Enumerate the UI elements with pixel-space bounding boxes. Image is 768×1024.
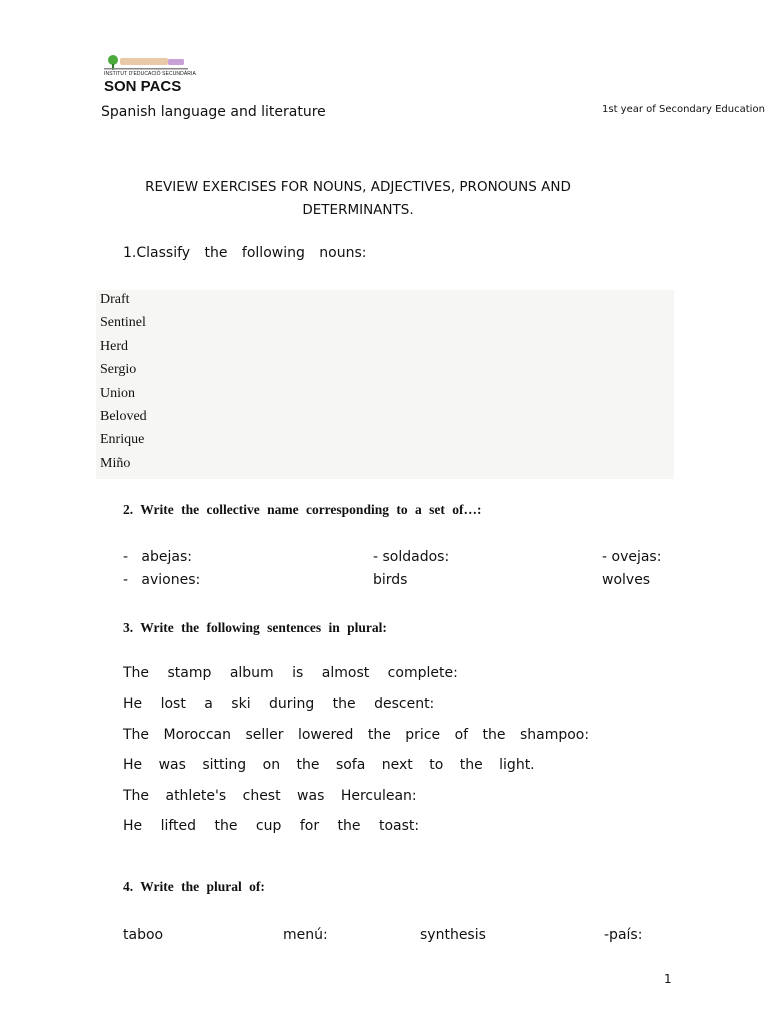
collective-item-planes: - aviones: (123, 572, 201, 588)
collective-item-wolves: wolves (602, 572, 651, 588)
exercise-1-heading: 1.Classify the following nouns: (123, 245, 367, 261)
sentence-item: The athlete's chest was Herculean: (123, 788, 417, 804)
noun-item: Sergio (100, 362, 137, 378)
noun-item: Enrique (100, 432, 145, 448)
course-year: 1st year of Secondary Education (602, 104, 765, 115)
page-number: 1 (664, 972, 672, 986)
noun-item: Sentinel (100, 315, 146, 331)
plural-word-menu: menú: (283, 927, 328, 943)
sentence-item: The stamp album is almost complete: (123, 665, 458, 681)
sentence-item: He lost a ski during the descent: (123, 696, 435, 712)
exercise-2-heading: 2. Write the collective name corresponding to a set of…: (123, 502, 482, 517)
document-title (100, 176, 616, 222)
plural-word-pais: -país: (604, 927, 643, 943)
noun-item: Union (100, 385, 135, 401)
sentence-item: He was sitting on the sofa next to the light. (123, 757, 535, 773)
noun-item: Herd (100, 338, 128, 354)
subject-title: Spanish language and literature (101, 104, 326, 120)
title-line-1: REVIEW EXERCISES FOR NOUNS, ADJECTIVES, PRONOUNS AND (145, 179, 571, 195)
plural-word-synthesis: synthesis (420, 927, 486, 943)
exercise-4-heading: 4. Write the plural of: (123, 879, 265, 894)
noun-item: Miño (100, 455, 131, 471)
collective-item-bees: - abejas: (123, 549, 192, 565)
school-logo (102, 54, 196, 95)
sentence-item: He lifted the cup for the toast: (123, 818, 420, 834)
collective-item-birds: birds (373, 572, 408, 588)
noun-list-box (96, 290, 674, 479)
collective-item-sheep: - ovejas: (602, 549, 662, 565)
title-line-2: DETERMINANTS. (302, 202, 414, 218)
exercise-3-heading: 3. Write the following sentences in plural: (123, 620, 387, 635)
logo-school-name: SON PACS (104, 78, 182, 95)
collective-item-soldiers: - soldados: (373, 549, 450, 565)
plural-word-taboo: taboo (123, 927, 164, 943)
logo-institute-text: INSTITUT D'EDUCACIÓ SECUNDÀRIA (104, 71, 196, 77)
noun-item: Beloved (100, 408, 147, 424)
noun-item: Draft (100, 292, 130, 307)
sentence-item: The Moroccan seller lowered the price of the shampoo: (123, 727, 590, 743)
